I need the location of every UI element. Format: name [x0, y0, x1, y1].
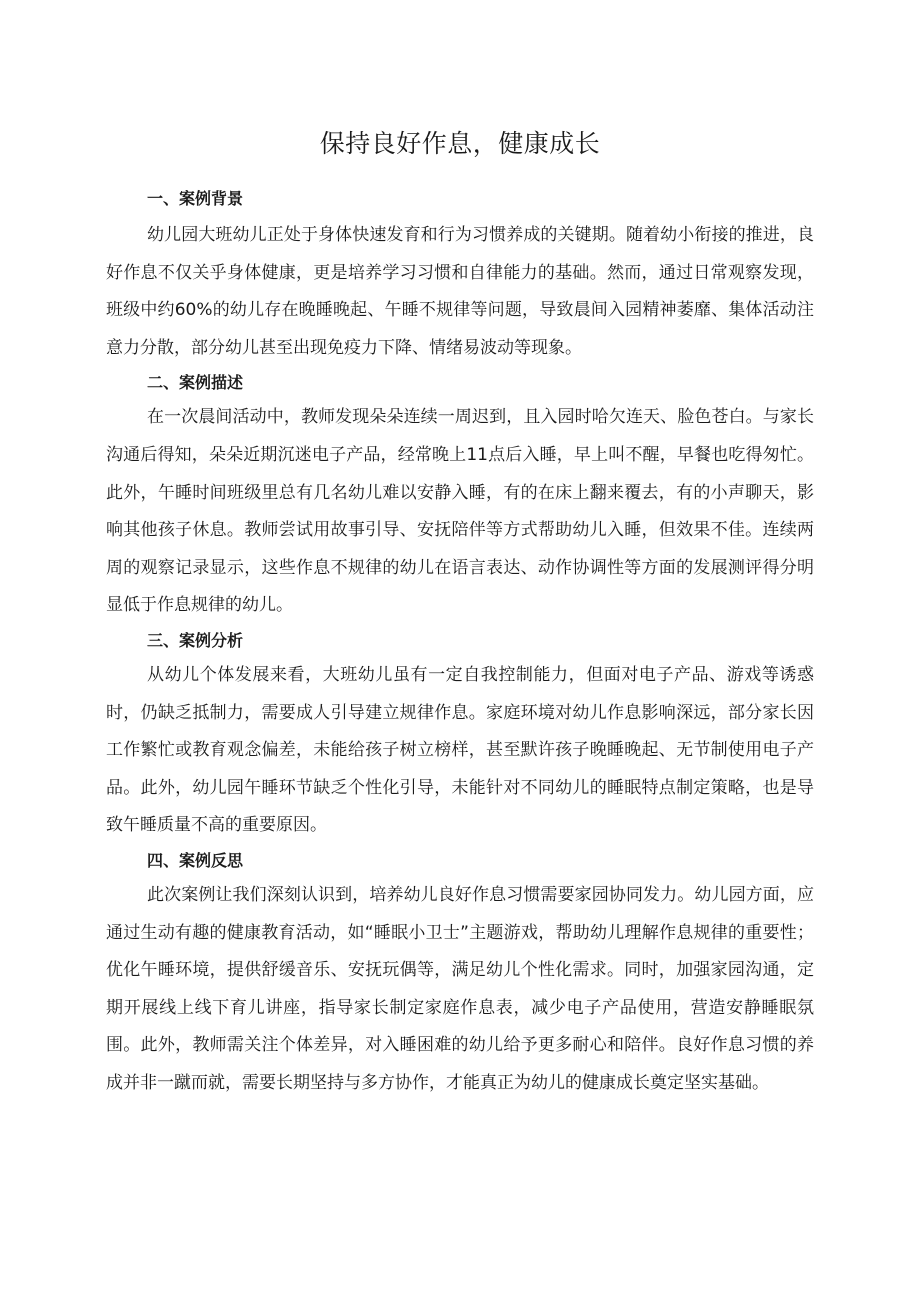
document-body [106, 183, 814, 1102]
section-description [106, 367, 814, 625]
section-paragraph: 幼儿园大班幼儿正处于身体快速发育和行为习惯养成的关键期。随着幼小衔接的推进，良好作息不仅关乎身体健康，更是培养学习习惯和自律能力的基础。然而，通过日常观察发现，班级中约60%的幼儿存在晚睡晚起、午睡不规律等问题，导致晨间入园精神萎靡、集体活动注意力分散，部分幼儿甚至出现免疫力下降、情绪易波动等现象。 [106, 225, 814, 358]
section-heading: 一、案例背景 [147, 189, 244, 208]
section-paragraph: 在一次晨间活动中，教师发现朵朵连续一周迟到，且入园时哈欠连天、脸色苍白。与家长沟通后得知，朵朵近期沉迷电子产品，经常晚上11点后入睡，早上叫不醒，早餐也吃得匆忙。此外，午睡时间班级里总有几名幼儿难以安静入睡，有的在床上翻来覆去，有的小声聊天，影响其他孩子休息。教师尝试用故事引导、安抚陪伴等方式帮助幼儿入睡，但效果不佳。连续两周的观察记录显示，这些作息不规律的幼儿在语言表达、动作协调性等方面的发展测评得分明显低于作息规律的幼儿。 [106, 407, 814, 616]
section-analysis [106, 625, 814, 845]
section-paragraph: 从幼儿个体发展来看，大班幼儿虽有一定自我控制能力，但面对电子产品、游戏等诱惑时，仍缺乏抵制力，需要成人引导建立规律作息。家庭环境对幼儿作息影响深远，部分家长因工作繁忙或教育观念偏差，未能给孩子树立榜样，甚至默许孩子晚睡晚起、无节制使用电子产品。此外，幼儿园午睡环节缺乏个性化引导，未能针对不同幼儿的睡眠特点制定策略，也是导致午睡质量不高的重要原因。 [106, 664, 814, 836]
section-reflection [106, 845, 814, 1103]
document-title: 保持良好作息，健康成长 [319, 129, 601, 158]
section-paragraph: 此次案例让我们深刻认识到，培养幼儿良好作息习惯需要家园协同发力。幼儿园方面，应通过生动有趣的健康教育活动，如“睡眠小卫士”主题游戏，帮助幼儿理解作息规律的重要性；优化午睡环境，提供舒缓音乐、安抚玩偶等，满足幼儿个性化需求。同时，加强家园沟通，定期开展线上线下育儿讲座，指导家长制定家庭作息表，减少电子产品使用，营造安静睡眠氛围。此外，教师需关注个体差异，对入睡困难的幼儿给予更多耐心和陪伴。良好作息习惯的养成并非一蹴而就，需要长期坚持与多方协作，才能真正为幼儿的健康成长奠定坚实基础。 [106, 884, 814, 1093]
section-background [106, 183, 814, 367]
section-heading: 三、案例分析 [147, 630, 244, 650]
section-heading: 二、案例描述 [147, 373, 244, 393]
section-heading: 四、案例反思 [147, 850, 244, 870]
